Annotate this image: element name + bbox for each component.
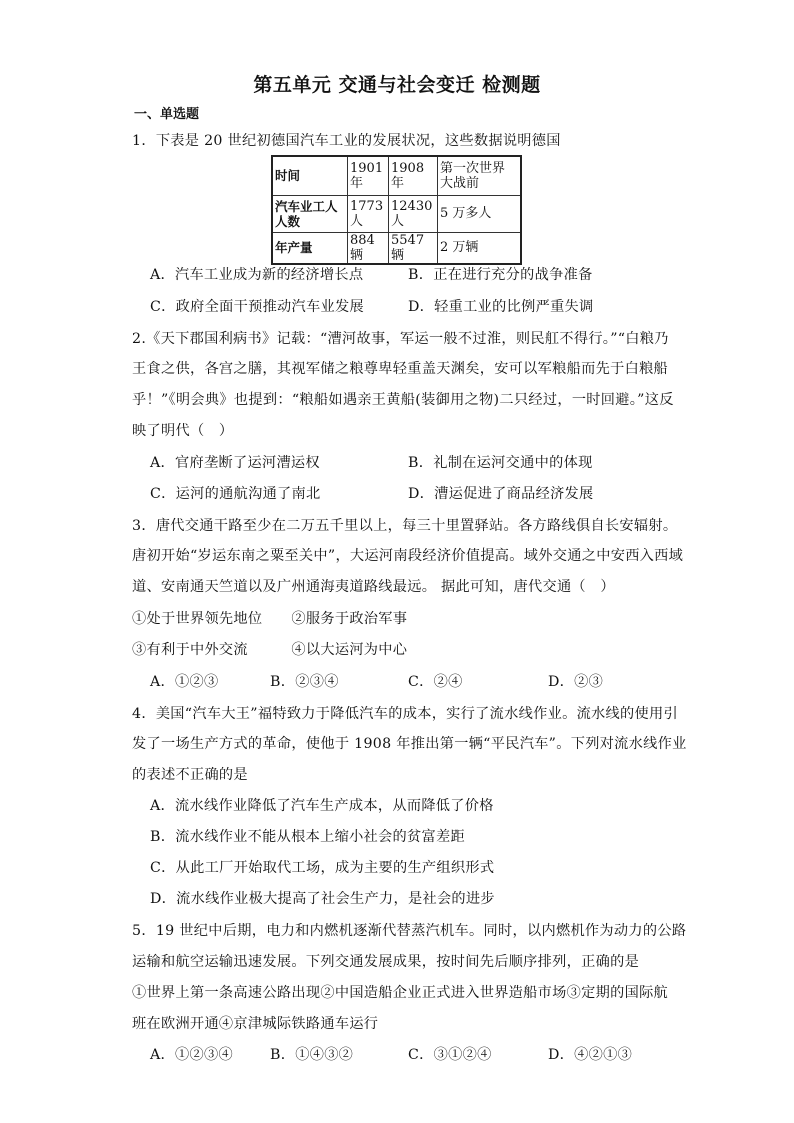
section-heading: 一、单选题	[134, 107, 200, 122]
q1-option-d[interactable]: D．轻重工业的比例严重失调	[408, 299, 594, 315]
q3-stem-line: 道、安南通天竺道以及广州通海夷道路线最远。 据此可知，唐代交通（ ）	[132, 579, 615, 595]
table-cell: 5 万多人	[438, 195, 522, 232]
q2-stem-line: 王食之供，各宫之膳，其视军储之粮尊卑轻重盖天渊矣，安可以军粮船而先于白粮船	[132, 361, 669, 377]
q3-items-line: ①处于世界领先地位 ②服务于政治军事	[132, 611, 408, 627]
q3-option-b[interactable]: B．②③④	[270, 674, 339, 690]
q1-stem: 1．下表是 20 世纪初德国汽车工业的发展状况，这些数据说明德国	[132, 133, 561, 149]
q5-option-a[interactable]: A．①②③④	[150, 1047, 233, 1063]
q4-option-c[interactable]: C．从此工厂开始取代工场，成为主要的生产组织形式	[150, 860, 495, 876]
q3-items-line: ③有利于中外交流 ④以大运河为中心	[132, 642, 408, 658]
q3-option-d[interactable]: D．②③	[548, 674, 604, 690]
q4-option-b[interactable]: B．流水线作业不能从根本上缩小社会的贫富差距	[150, 829, 465, 845]
q4-option-a[interactable]: A．流水线作业降低了汽车生产成本，从而降低了价格	[150, 798, 494, 814]
q4-option-d[interactable]: D．流水线作业极大提高了社会生产力，是社会的进步	[150, 891, 495, 907]
q2-stem-line: 2.《天下郡国利病书》记载：“漕河故事，军运一般不过淮，则民舡不得行。”“白粮乃	[132, 331, 669, 347]
q5-stem-line: 班在欧洲开通④京津城际铁路通车运行	[132, 1016, 379, 1032]
table-cell: 汽车业工人 人数	[272, 195, 348, 232]
table-row	[272, 232, 521, 264]
table-cell: 2 万辆	[438, 232, 522, 264]
q3-stem-line: 唐初开始“岁运东南之粟至关中”，大运河南段经济价值提高。域外交通之中安西入西域	[132, 548, 684, 564]
q5-stem-line: ①世界上第一条高速公路出现②中国造船企业正式进入世界造船市场③定期的国际航	[132, 985, 669, 1001]
q3-option-a[interactable]: A．①②③	[150, 674, 219, 690]
q2-option-b[interactable]: B．礼制在运河交通中的体现	[408, 455, 593, 471]
q3-option-c[interactable]: C．②④	[408, 674, 463, 690]
table-cell: 1908 年	[389, 156, 438, 195]
q2-option-c[interactable]: C．运河的通航沟通了南北	[150, 486, 321, 502]
q4-stem-line: 4．美国“汽车大王”福特致力于降低汽车的成本，实行了流水线作业。流水线的使用引	[132, 706, 678, 722]
q5-option-b[interactable]: B．①④③②	[270, 1047, 354, 1063]
table-cell: 1773 人	[348, 195, 389, 232]
q1-option-c[interactable]: C．政府全面干预推动汽车业发展	[150, 299, 364, 315]
q1-option-b[interactable]: B．正在进行充分的战争准备	[408, 267, 593, 283]
table-cell: 884 辆	[348, 232, 389, 264]
q4-stem-line: 的表述不正确的是	[132, 767, 248, 783]
page-title: 第五单元 交通与社会变迁 检测题	[253, 74, 541, 96]
q5-stem-line: 运输和航空运输迅速发展。下列交通发展成果，按时间先后顺序排列，正确的是	[132, 954, 640, 970]
table-row	[272, 156, 521, 195]
table-cell: 时间	[272, 156, 348, 195]
q2-option-d[interactable]: D．漕运促进了商品经济发展	[408, 486, 594, 502]
table-cell: 12430 人	[389, 195, 438, 232]
q5-option-d[interactable]: D．④②①③	[548, 1047, 633, 1063]
q1-data-table	[271, 155, 522, 265]
q5-option-c[interactable]: C．③①②④	[408, 1047, 492, 1063]
q3-stem-line: 3．唐代交通干路至少在二万五千里以上，每三十里置驿站。各方路线俱自长安辐射。	[132, 518, 678, 534]
table-row	[272, 195, 521, 232]
q2-stem-line: 映了明代（ ）	[132, 423, 234, 439]
q2-option-a[interactable]: A．官府垄断了运河漕运权	[150, 455, 320, 471]
table-cell: 1901 年	[348, 156, 389, 195]
q4-stem-line: 发了一场生产方式的革命，使他于 1908 年推出第一辆“平民汽车”。下列对流水线作业	[132, 736, 687, 752]
table-cell: 年产量	[272, 232, 348, 264]
table-cell: 第一次世界 大战前	[438, 156, 522, 195]
q2-stem-line: 乎！”《明会典》也提到：“粮船如遇亲王黄船(装御用之物)二只经过，一时回避。”这反	[132, 392, 674, 408]
table-cell: 5547 辆	[389, 232, 438, 264]
q5-stem-line: 5．19 世纪中后期，电力和内燃机逐渐代替蒸汽机车。同时，以内燃机作为动力的公路	[132, 923, 687, 939]
q1-option-a[interactable]: A．汽车工业成为新的经济增长点	[150, 267, 364, 283]
